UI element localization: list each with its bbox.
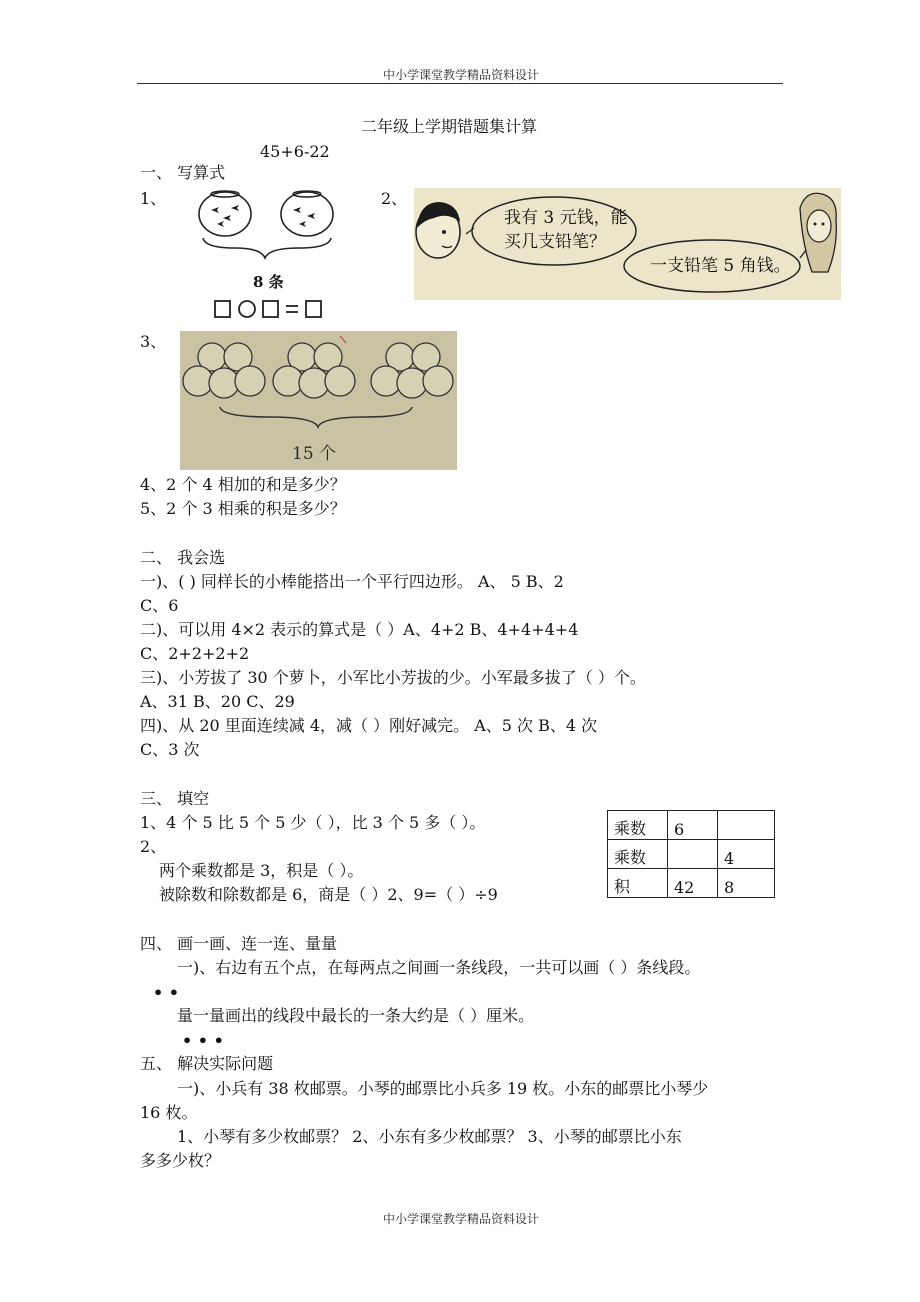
question-2-number: 2、 — [381, 189, 408, 208]
table-cell: 乘数 — [608, 840, 668, 869]
choice-line: C、2+2+2+2 — [140, 644, 250, 663]
dialogue-photo — [414, 188, 841, 300]
section-5-heading: 五、 解决实际问题 — [140, 1054, 274, 1073]
question-1-number: 1、 — [140, 189, 167, 208]
table-cell — [718, 811, 775, 840]
apples-photo — [180, 331, 457, 470]
bubble-answer: 一支铅笔 5 角钱。 — [650, 256, 791, 276]
question-3-number: 3、 — [140, 332, 167, 351]
choice-line: 四)、从 20 里面连续减 4，减（ ）刚好减完。 A、5 次 B、4 次 — [140, 716, 598, 735]
section-2-heading: 二、 我会选 — [140, 548, 226, 567]
page-title: 二年级上学期错题集计算 — [361, 117, 538, 136]
handwritten-expression: 45+6-22 — [260, 142, 330, 161]
problem-line-3: 1、小琴有多少枚邮票？ 2、小东有多少枚邮票？ 3、小琴的邮票比小东 — [177, 1127, 682, 1146]
bubble-question-line2: 买几支铅笔？ — [504, 232, 606, 252]
section-4-heading: 四、 画一画、连一连、量量 — [140, 934, 338, 953]
problem-line-2: 16 枚。 — [140, 1103, 198, 1122]
section-1-heading: 一、 写算式 — [140, 163, 226, 182]
bubble-question-line1: 我有 3 元钱，能 — [504, 208, 628, 228]
table-cell — [668, 840, 718, 869]
choice-line: 二)、可以用 4×2 表示的算式是（ ）A、4+2 B、4+4+4+4 — [140, 620, 579, 639]
girl-face-icon — [800, 193, 836, 272]
problem-line-1: 一)、小兵有 38 枚邮票。小琴的邮票比小兵多 19 枚。小东的邮票比小琴少 — [177, 1079, 709, 1098]
dots-row-1: • • — [153, 983, 180, 1002]
choice-line: A、31 B、20 C、29 — [140, 692, 295, 711]
apple-count-label: 15 个 — [292, 444, 337, 464]
question-4: 4、2 个 4 相加的和是多少？ — [140, 475, 346, 494]
fish-bowls-figure — [195, 188, 345, 323]
dots-row-2: • • • — [182, 1031, 224, 1050]
draw-line-2: 量一量画出的线段中最长的一条大约是（ ）厘米。 — [177, 1006, 535, 1025]
draw-line-1: 一)、右边有五个点，在每两点之间画一条线段，一共可以画（ ）条线段。 — [177, 958, 701, 977]
header-rule — [137, 83, 783, 84]
choice-line: C、3 次 — [140, 740, 200, 759]
choice-line: 三)、小芳拔了 30 个萝卜，小军比小芳拔的少。小军最多拔了（ ）个。 — [140, 668, 646, 687]
table-cell: 6 — [668, 811, 718, 840]
fill-line-1: 1、4 个 5 比 5 个 5 少（ ），比 3 个 5 多（ ）。 — [140, 813, 486, 832]
boy-face-icon — [416, 202, 460, 258]
table-cell: 积 — [608, 869, 668, 898]
choice-line: C、6 — [140, 596, 179, 615]
section-3-heading: 三、 填空 — [140, 789, 210, 808]
choice-line: 一)、( ) 同样长的小棒能搭出一个平行四边形。 A、 5 B、2 — [140, 572, 564, 591]
problem-line-4: 多多少枚？ — [140, 1151, 221, 1170]
multiplication-table — [607, 810, 775, 898]
question-5: 5、2 个 3 相乘的积是多少？ — [140, 499, 346, 518]
page-header: 中小学课堂教学精品资料设计 — [383, 68, 540, 82]
page-footer: 中小学课堂教学精品资料设计 — [383, 1212, 540, 1226]
fill-line-2: 2、 — [140, 837, 167, 856]
fill-line-3: 两个乘数都是 3，积是（ ）。 — [159, 861, 364, 880]
table-cell: 4 — [718, 840, 775, 869]
table-cell: 42 — [668, 869, 718, 898]
table-cell: 8 — [718, 869, 775, 898]
table-cell: 乘数 — [608, 811, 668, 840]
fish-count-label: 8 条 — [253, 273, 284, 291]
fill-line-4: 被除数和除数都是 6，商是（ ）2、9=（ ）÷9 — [159, 885, 498, 904]
